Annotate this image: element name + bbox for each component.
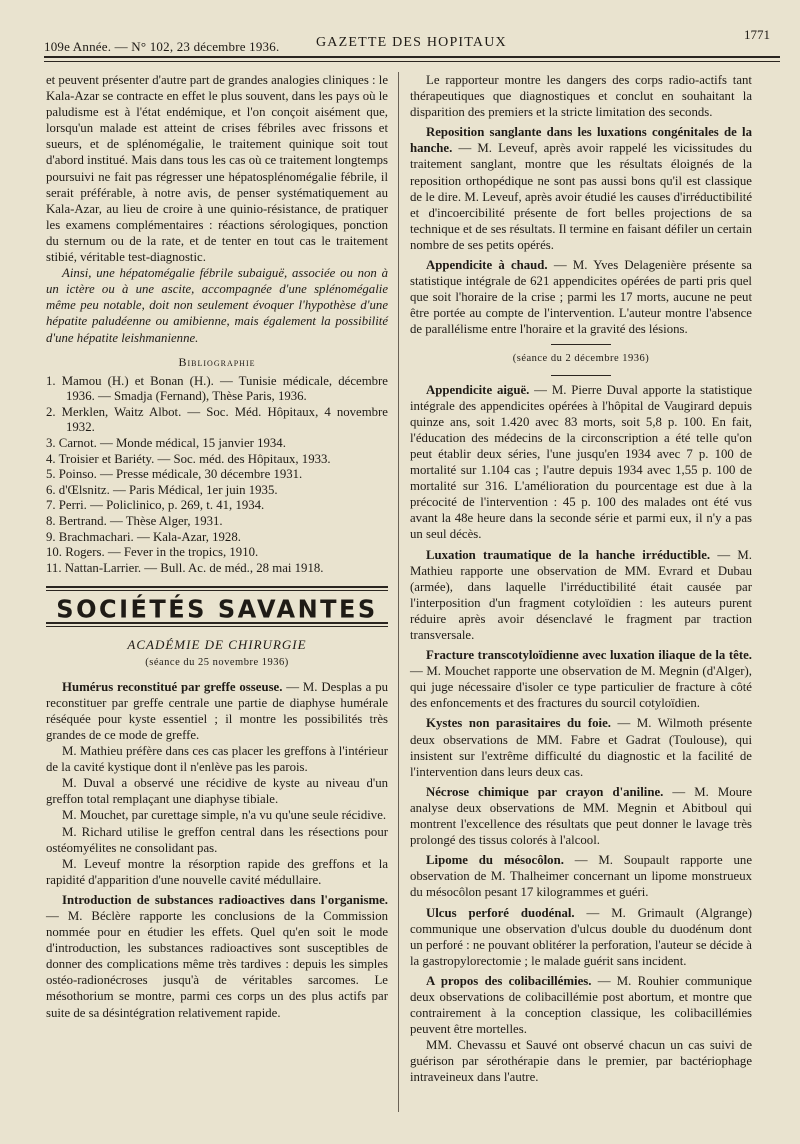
conclusion-paragraph: Ainsi, une hépatomégalie fébrile subaiguë, associée ou non à un ictère ou à une ascite, accompagnée d'une splénomégalie même peu notable, doit non seulement évoquer l'hypothèse d'une hépatite paludéenne ou amibienne, mais également la possibilité d'une hépatite leishmanienne. <box>46 266 388 345</box>
article-text: — M. Soupault rapporte une observation de M. Thalheimer concernant un lipome monstrueux du mésocôlon pesant 17 kilogrammes et guéri. <box>410 853 753 900</box>
article-paragraph <box>410 715 752 779</box>
section-rule <box>46 586 388 591</box>
article-paragraph <box>410 257 752 337</box>
article-title: Appendicite à chaud. <box>426 258 548 273</box>
short-rule <box>551 344 611 345</box>
article-paragraph: M. Leveuf montre la résorption rapide des greffons et la rapidité d'apparition d'une nouvelle cavité médullaire. <box>46 856 388 887</box>
article-paragraph: M. Mathieu préfère dans ces cas placer les greffons à l'intérieur de la cavité kystique dont il n'enlève pas les parois. <box>46 744 388 775</box>
article-paragraph: M. Mouchet, par curettage simple, n'a vu qu'une seule récidive. <box>62 808 387 823</box>
article-text: — M. Mouchet rapporte une observation de M. Megnin (d'Alger), qui juge nécessaire d'isoler ce type particulier de fracture à côté des enfoncements et des fractures du sourcil cotyloïdien. <box>410 664 752 711</box>
article-text: — M. Grimault (Algrange) communique une observation d'ulcus double du duodénum dont un perforé : ne pouvant oblitérer la perforation, l'auteur se décide à la gastropylorectomie ; le malade guérit sans incident. <box>410 905 752 968</box>
article-paragraph <box>410 647 752 711</box>
article-text: — M. Yves Delagenière présente sa statistique intégrale de 621 appendicites opérées de parti pris quel que soit l'horaire de la crise ; parmi les 17 morts, aucune ne peut être portée au compte de l'intervention. L'auteur montre l'absence de parallélisme entre l'horaire et la gravité des lésions. <box>410 258 752 337</box>
article-text: — M. Desplas a pu reconstituer par greffe centrale une partie de diaphyse humérale réséquée pour kyste essentiel ; il montre les possibilités très grandes de ce mode de greffe. <box>46 679 388 742</box>
article-title: Ulcus perforé duodénal. <box>426 905 575 920</box>
article-paragraph <box>410 973 752 1037</box>
article-title: A propos des colibacillémies. <box>426 973 592 988</box>
journal-title: GAZETTE DES HOPITAUX <box>316 35 507 50</box>
article-text: — M. Wilmoth présente deux observations de MM. Fabre et Gadrat (Toulouse), qui insistent sur l'extrême difficulté du diagnostic et la facilité de l'intervention dans leurs deux cas. <box>410 716 752 779</box>
short-rule <box>551 375 611 376</box>
bibliography-list <box>46 374 388 577</box>
bib-entry: 11. Nattan-Larrier. — Bull. Ac. de méd., 28 mai 1918. <box>46 560 324 575</box>
page-header <box>44 27 780 54</box>
article-text: — M. Mathieu rapporte une observation de MM. Evrard et Dubau (armée), dans laquelle l'irréductibilité était causée par l'interposition d'un fragment cotyloïdien : les auteurs purent réduire après avoir désenclavé le fragment par traction transversale. <box>410 547 752 642</box>
bib-entry: 7. Perri. — Policlinico, p. 269, t. 41, 1934. <box>46 498 265 513</box>
article-paragraph: MM. Chevassu et Sauvé ont observé chacun un cas suivi de guérison par sérothérapie dans le premier, par bactériophage intraveineux dans l'autre. <box>410 1038 752 1085</box>
article-title: Fracture transcotyloïdienne avec luxation iliaque de la tête. <box>426 648 752 663</box>
bibliography-title: Bibliographie <box>178 354 256 369</box>
right-column <box>410 72 752 1086</box>
article-title: Appendicite aiguë. <box>426 382 530 397</box>
article-text: — M. Rouhier communique deux observations de colibacillémie post abortum, et montre que contrairement à la conception classique, les colibacillémies peuvent être mortelles. <box>410 973 752 1037</box>
article-text: — M. Béclère rapporte les conclusions de la Commission nommée pour en étudier les effets. Quel qu'en soit le mode d'introduction, les substances radioactives sont susceptibles de donner des complications même très tardives : depuis les simples ostéo-radionécroses jusqu'à de véritables sarcomes. Le mésothorium se montre, parmi ces corps un des plus actifs par suite de sa désintégration relativement rapide. <box>46 909 388 1020</box>
article-title: Luxation traumatique de la hanche irréductible. <box>426 547 711 562</box>
article-title: Reposition sanglante dans les luxations congénitales de la hanche. <box>410 125 752 156</box>
column-divider <box>398 72 399 1112</box>
header-rule <box>44 56 780 58</box>
article-text: — M. Moure analyse deux observations de MM. Megnin et Abitboul qui montrent l'excellence des résultats que peut donner le lavage très prolongé des tissus colorés à l'alcool. <box>410 784 753 848</box>
bib-entry: 8. Bertrand. — Thèse Alger, 1931. <box>46 514 223 529</box>
academie-title: ACADÉMIE DE CHIRURGIE <box>127 636 307 652</box>
article-paragraph <box>410 382 752 543</box>
bib-entry: 10. Rogers. — Fever in the tropics, 1910. <box>46 545 259 560</box>
bib-entry: 6. d'Œlsnitz. — Paris Médical, 1er juin 1935. <box>46 482 278 497</box>
article-paragraph <box>410 124 752 253</box>
bib-entry: 3. Carnot. — Monde médical, 15 janvier 1934. <box>46 436 286 451</box>
article-paragraph <box>410 852 752 900</box>
seance-date: (séance du 25 novembre 1936) <box>145 656 289 668</box>
article-title: Kystes non parasitaires du foie. <box>426 716 611 731</box>
article-title: Introduction de substances radioactives dans l'organisme. <box>62 892 388 907</box>
article-paragraph <box>46 679 388 743</box>
article-text: — M. Leveuf, après avoir rappelé les vicissitudes du traitement sanglant, montre que les résultats éloignés de la reposition orthopédique ne sont pas aussi bons qu'il est classique de le dire. M. Leveuf, après avoir étudié les causes d'irréductibilité et d'incoercibilité présente de fort belles projections de sa technique et de ses résultats. Il termine en faisant défiler un certain nombre de ses petits opérés. <box>410 141 752 252</box>
article-paragraph <box>410 547 752 644</box>
page-number: 1771 <box>744 27 770 42</box>
article-text: — M. Pierre Duval apporte la statistique intégrale des appendicites opérées à l'hôpital de Vaugirard depuis quinze ans, soit 1.420 avec 83 morts, soit 5,8 p. 100. En fait, l'éducation des médecins de la circonscription a été telle qu'on peut établir deux séries, l'une jusqu'en 1934 avec 7 p. 100 de mortalité sur 1.104 cas ; l'autre depuis 1934 avec 1,55 p. 100 de mortalité sur 316. L'amélioration du pourcentage est due à la précocité de l'intervention : 45 p. 100 des malades ont été vus avant la 48e heure dans la seconde série et parmi eux, il n'y a pas un seul décès. <box>410 382 752 542</box>
bib-entry: 9. Brachmachari. — Kala-Azar, 1928. <box>46 529 241 544</box>
header-rule-thin <box>44 61 780 62</box>
article-paragraph: M. Duval a observé une récidive de kyste au niveau d'un greffon total remplaçant une diaphyse tibiale. <box>46 776 388 807</box>
bib-entry: 5. Poinso. — Presse médicale, 30 décembre 1931. <box>46 467 303 482</box>
seance-date: (séance du 2 décembre 1936) <box>512 352 650 364</box>
article-paragraph: M. Richard utilise le greffon central dans les résections pour ostéomyélites ne consolidant pas. <box>46 824 388 855</box>
bib-entry: 2. Merklen, Waitz Albot. — Soc. Méd. Hôpitaux, 4 novembre 1932. <box>46 404 388 435</box>
intro-paragraph: et peuvent présenter d'autre part de grandes analogies cliniques : le Kala-Azar se contracte en effet le plus souvent, dans les pays où le paludisme est à l'état endémique, et l'on conçoit aisément que, lorsqu'un malade est atteint de crises fébriles avec frissons et sueurs, et de splénomégalie, le traitement quinique soit tout d'abord institué. Mais dans tous les cas où ce traitement longtemps poursuivi ne fait pas régresser une hépatosplénomégalie fébrile, il serait préférable, à notre avis, de penser systématiquement au Kala-Azar, au lieu de croire à une quinio-résistance, de pratiquer les examens complémentaires : réactions sérologiques, ponction du sternum ou de la rate, et de tenter en tout cas le traitement stibié, véritable test-diagnostic. <box>46 73 388 265</box>
article-title: Lipome du mésocôlon. <box>426 853 564 868</box>
bib-entry: 1. Mamou (H.) et Bonan (H.). — Tunisie médicale, décembre 1936. — Smadja (Fernand), Thèse Paris, 1936. <box>46 373 388 404</box>
societes-savantes-title: SOCIÉTÉS SAVANTES <box>56 594 378 625</box>
article-paragraph: Le rapporteur montre les dangers des corps radio-actifs tant thérapeutiques que diagnostiques et conclut en souhaitant la disparition des premiers et la stricte limitation des seconds. <box>410 73 752 120</box>
bib-entry: 4. Troisier et Bariéty. — Soc. méd. des Hôpitaux, 1933. <box>46 451 331 466</box>
article-title: Nécrose chimique par crayon d'aniline. <box>426 784 664 799</box>
article-paragraph <box>410 905 752 969</box>
article-paragraph <box>410 784 752 848</box>
left-column <box>46 72 388 1021</box>
issue-line: 109e Année. — N° 102, 23 décembre 1936. <box>44 39 280 54</box>
article-title: Humérus reconstitué par greffe osseuse. <box>62 679 283 694</box>
article-paragraph <box>46 892 388 1021</box>
